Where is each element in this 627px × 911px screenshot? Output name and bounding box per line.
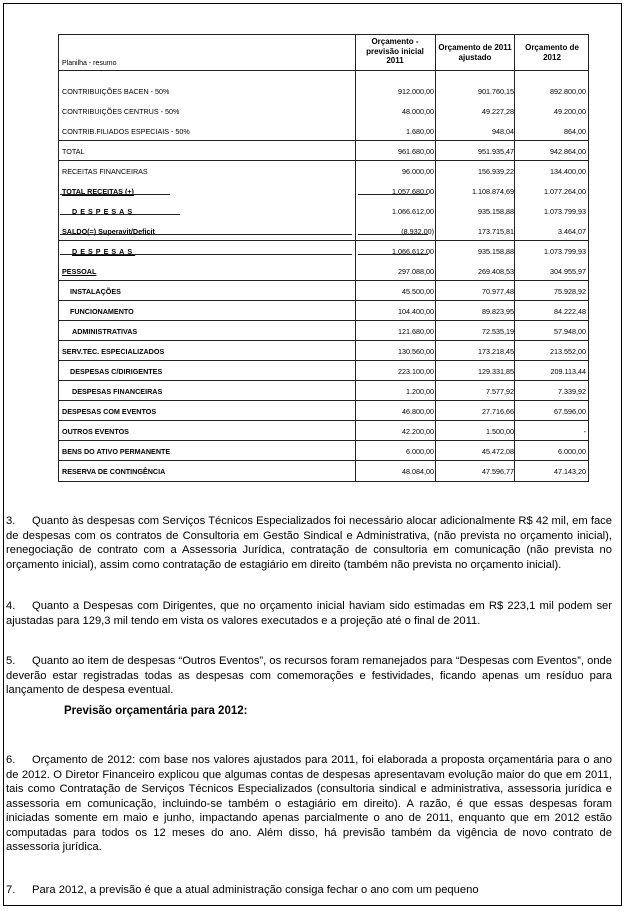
row-label: TOTAL [62, 147, 85, 156]
table-row [59, 101, 588, 120]
row-label: ADMINISTRATIVAS [72, 327, 138, 336]
cell-v1: 1.066.612,00 [392, 247, 434, 256]
underline-rule [358, 234, 428, 235]
paragraph-text: Quanto ao item de despesas “Outros Eventos”, os recursos foram remanejados para “Despesas com Eventos”, onde deverão estar registradas todas as despesas com comemorações e festividades, ficando apenas um resíduo para lançamento de despesa eventual. [6, 655, 612, 696]
table-row [59, 181, 588, 200]
underline-rule [358, 194, 428, 195]
paragraph-3 [6, 514, 612, 572]
cell-v1: 130.560,00 [398, 347, 434, 356]
cell-v2: 47.596,77 [482, 467, 514, 476]
table-row [59, 221, 588, 241]
paragraph-number: 5. [6, 655, 16, 667]
cell-v3: 1.077.264,00 [544, 187, 586, 196]
cell-v1: 42.200,00 [402, 427, 434, 436]
cell-v2: 129.331,85 [478, 367, 514, 376]
cell-v2: 1.108.874,69 [472, 187, 514, 196]
cell-v2: 173.218,45 [478, 347, 514, 356]
table-row [59, 281, 588, 301]
table-row [59, 201, 588, 220]
table-row [59, 461, 588, 480]
cell-v3: 47.143,20 [554, 467, 586, 476]
paragraph-text: Para 2012, a previsão é que a atual administração consiga fechar o ano com um pequeno [32, 884, 479, 896]
cell-v3: 57.948,00 [554, 327, 586, 336]
paragraph-text: Quanto às despesas com Serviços Técnicos Especializados foi necessário alocar adicionalmente R$ 42 mil, em face de despesas com os contratos de Consultoria em Gestão Sindical e Administrativa, (não prevista no orçamento inicial), renegociação de contrato com a Assessoria Jurídica, contratação de consultoria em comunicação (não prevista no orçamento inicial), assim como contratação de estagiário em direito (também não prevista no orçamento inicial). [6, 515, 612, 571]
paragraph-number: 4. [6, 600, 16, 612]
row-label: DESPESAS [72, 207, 136, 216]
cell-v2: 935.158,88 [478, 207, 514, 216]
cell-v1: 6.000,00 [406, 447, 434, 456]
paragraph-number: 6. [6, 754, 16, 766]
cell-v3: 209.113,44 [550, 367, 586, 376]
table-row [59, 121, 588, 141]
table-row [59, 141, 588, 161]
cell-v2: 173.715,81 [478, 227, 514, 236]
cell-v3: 7.339,92 [558, 387, 586, 396]
cell-v3: - [583, 427, 586, 436]
table-row [59, 261, 588, 281]
budget-summary-table [58, 34, 589, 482]
col-header-adjusted-2011: Orçamento de 2011 ajustado [438, 43, 512, 62]
cell-v3: 942.864,00 [550, 147, 586, 156]
cell-v3: 213.552,00 [550, 347, 586, 356]
cell-v2: 89.823,95 [482, 307, 514, 316]
cell-v1: 1.200,00 [406, 387, 434, 396]
col-header-initial-2011: Orçamento - previsão inicial 2011 [366, 37, 424, 65]
paragraph-6 [6, 753, 612, 855]
row-label: CONTRIB.FILIADOS ESPECIAIS - 50% [62, 127, 190, 136]
cell-v2: 72.535,19 [482, 327, 514, 336]
underline-rule [60, 194, 170, 195]
row-label: CONTRIBUIÇÕES BACEN - 50% [62, 87, 170, 96]
paragraph-text: Quanto a Despesas com Dirigentes, que no orçamento inicial haviam sido estimadas em R$ 223,1 mil podem ser ajustadas para 129,3 mil tendo em vista os valores executados e a projeção até o final de 2011. [6, 600, 612, 627]
underline-rule [358, 254, 428, 255]
cell-v2: 1.500,00 [486, 427, 514, 436]
table-header-label: Planilha - resumo [62, 60, 117, 67]
underline-rule [60, 254, 352, 255]
cell-v1: (8.932,00) [401, 227, 434, 236]
cell-v2: 45.472,08 [482, 447, 514, 456]
cell-v3: 304.955,97 [550, 267, 586, 276]
cell-v2: 948,04 [492, 127, 514, 136]
cell-v3: 134.400,00 [550, 167, 586, 176]
cell-v1: 121.680,00 [398, 327, 434, 336]
paragraph-5 [6, 654, 612, 698]
row-label: TOTAL RECEITAS (+) [62, 187, 134, 196]
cell-v2: 49.227,28 [482, 107, 514, 116]
cell-v2: 156.939,22 [478, 167, 514, 176]
table-row [59, 161, 588, 180]
cell-v3: 75.928,92 [554, 287, 586, 296]
cell-v3: 892.800,00 [550, 87, 586, 96]
paragraph-number: 7. [6, 884, 16, 896]
cell-v1: 961.680,00 [398, 147, 434, 156]
table-row [59, 381, 588, 401]
row-label: SALDO(=) Superavit/Deficit [62, 227, 155, 236]
row-label: CONTRIBUIÇÕES CENTRUS - 50% [62, 107, 180, 116]
cell-v2: 27.716,66 [482, 407, 514, 416]
row-label: DESPESAS FINANCEIRAS [72, 387, 163, 396]
col-header-2012: Orçamento de 2012 [525, 43, 579, 62]
row-label: SERV.TEC. ESPECIALIZADOS [62, 347, 165, 356]
paragraph-text: Orçamento de 2012: com base nos valores ajustados para 2011, foi elaborada a proposta orçamentária para o ano de 2012. O Diretor Financeiro explicou que algumas contas de despesas apresentavam evolução maior do que em 2011, tais como Contratação de Serviços Técnicos Especializados (consultoria sindical e administrativa, assessoria jurídica e assessoria em comunicação, incluindo-se também o estagiário em direito). A razão, é que essas despesas foram iniciadas somente em maio e junho, impactando apenas parcialmente o ano de 2011, enquanto que em 2012 estão computadas para todos os 12 meses do ano. Além disso, há previsão também da vigência de novo contrato de assessoria jurídica. [6, 754, 612, 853]
row-label: PESSOAL [62, 267, 97, 276]
cell-v1: 223.100,00 [398, 367, 434, 376]
row-label: FUNCIONAMENTO [70, 307, 134, 316]
table-row [59, 301, 588, 321]
table-row [59, 341, 588, 361]
cell-v1: 1.066.612,00 [392, 207, 434, 216]
cell-v3: 864,00 [564, 127, 586, 136]
cell-v2: 7.577,92 [486, 387, 514, 396]
cell-v1: 297.088,00 [398, 267, 434, 276]
header-separator [59, 70, 588, 71]
row-label: DESPESAS [72, 247, 136, 256]
cell-v1: 48.084,00 [402, 467, 434, 476]
row-label: DESPESAS COM EVENTOS [62, 407, 157, 416]
cell-v1: 48.000,00 [402, 107, 434, 116]
row-label: OUTROS EVENTOS [62, 427, 129, 436]
table-row [59, 441, 588, 461]
row-label: DESPESAS C/DIRIGENTES [70, 367, 163, 376]
cell-v1: 912.000,00 [398, 87, 434, 96]
cell-v3: 6.000,00 [558, 447, 586, 456]
cell-v1: 46.800,00 [402, 407, 434, 416]
table-row [59, 421, 588, 441]
table-row [59, 321, 588, 341]
cell-v3: 1.073.799,93 [544, 247, 586, 256]
underline-rule [60, 214, 180, 215]
paragraph-4 [6, 599, 612, 628]
cell-v2: 951.935,47 [478, 147, 514, 156]
row-label: INSTALAÇÕES [70, 287, 121, 296]
table-row [59, 241, 588, 260]
table-row [59, 81, 588, 100]
row-label: RESERVA DE CONTINGÊNCIA [62, 467, 166, 476]
cell-v3: 67.596,00 [554, 407, 586, 416]
cell-v1: 1.680,00 [406, 127, 434, 136]
cell-v1: 96.000,00 [402, 167, 434, 176]
cell-v2: 901.760,15 [478, 87, 514, 96]
cell-v3: 84.222,48 [554, 307, 586, 316]
cell-v2: 935.158,88 [478, 247, 514, 256]
row-label: RECEITAS FINANCEIRAS [62, 167, 148, 176]
cell-v3: 3.464,07 [558, 227, 586, 236]
table-row [59, 401, 588, 421]
paragraph-number: 3. [6, 515, 16, 527]
table-row [59, 361, 588, 381]
underline-rule [60, 234, 352, 235]
cell-v2: 70.977,48 [482, 287, 514, 296]
paragraph-7 [6, 883, 612, 898]
cell-v3: 49.200,00 [554, 107, 586, 116]
row-label: BENS DO ATIVO PERMANENTE [62, 447, 171, 456]
cell-v1: 104.400,00 [398, 307, 434, 316]
cell-v1: 1.057.680,00 [392, 187, 434, 196]
cell-v2: 269.408,53 [478, 267, 514, 276]
section-title: Previsão orçamentária para 2012: [64, 705, 248, 717]
cell-v3: 1.073.799,93 [544, 207, 586, 216]
cell-v1: 45.500,00 [402, 287, 434, 296]
